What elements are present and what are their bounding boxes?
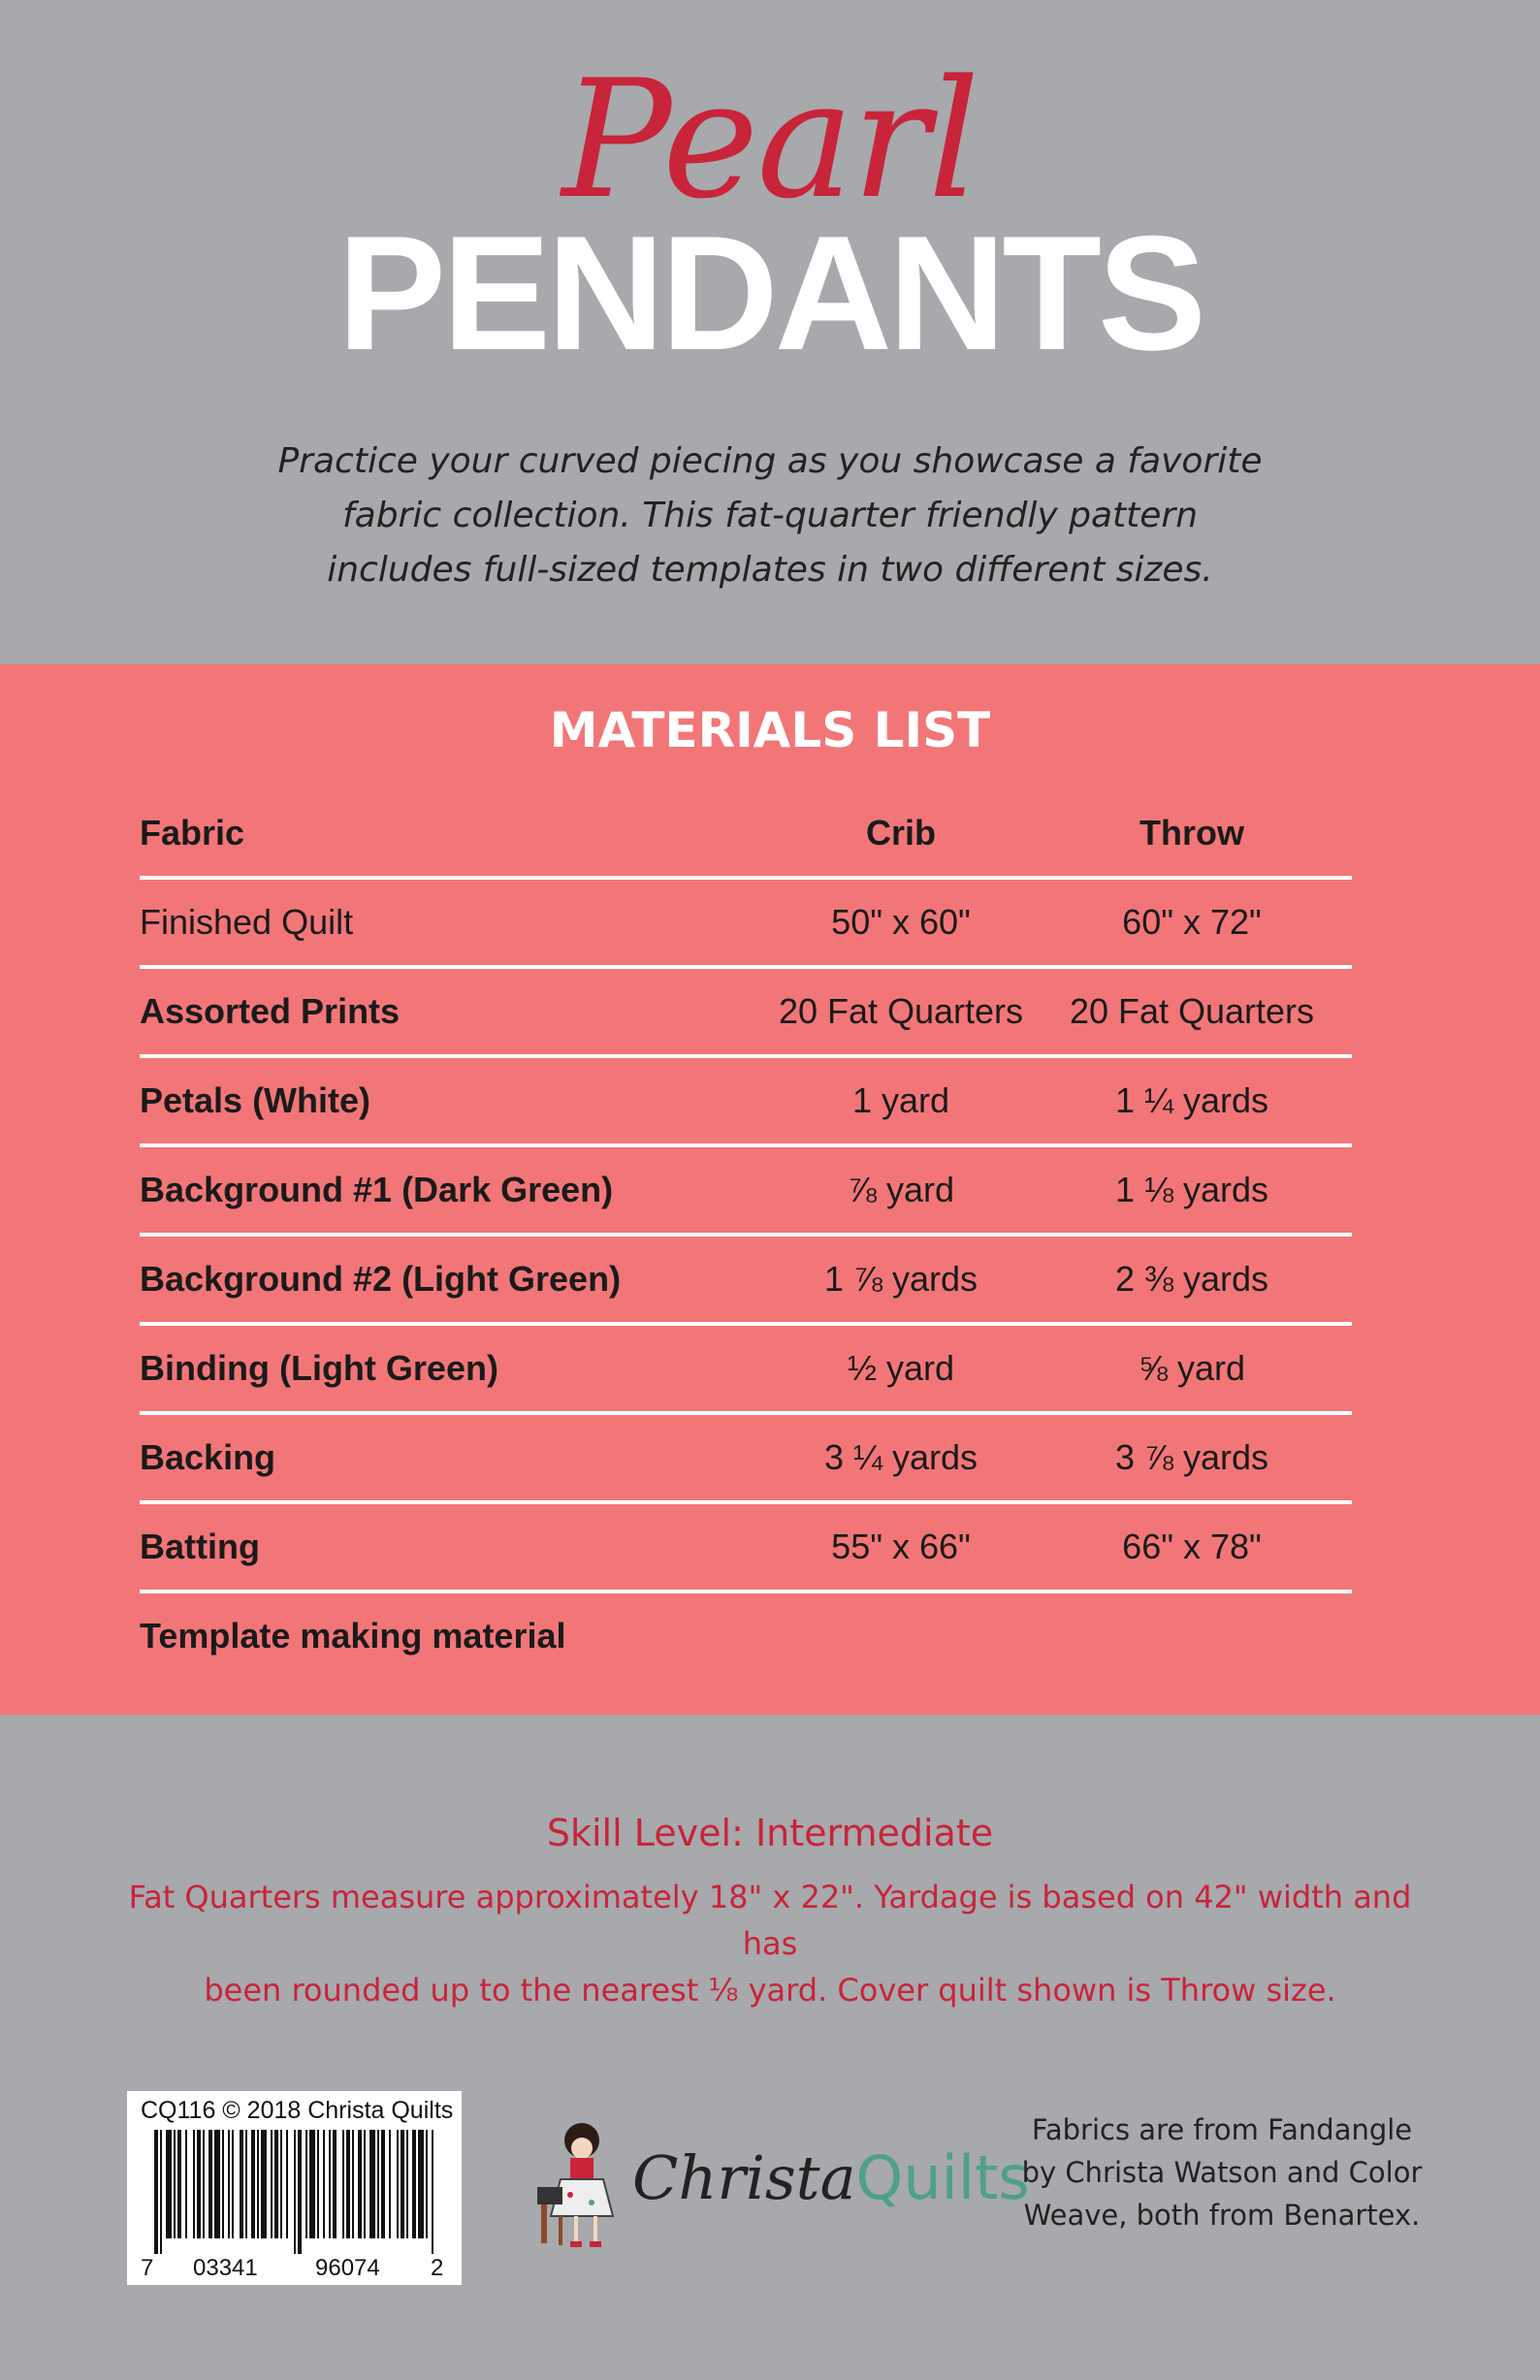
barcode-caption: CQ116 © 2018 Christa Quilts <box>141 2097 454 2124</box>
note-line: been rounded up to the nearest ⅛ yard. Cover quilt shown is Throw size. <box>204 1972 1336 2009</box>
barcode <box>127 2091 462 2285</box>
title-main: PENDANTS <box>337 202 1203 384</box>
fabrics-note <box>1009 2108 1435 2236</box>
row-crib: ½ yard <box>847 1348 955 1388</box>
row-throw: ⅝ yard <box>1138 1348 1246 1388</box>
note-line: Fat Quarters measure approximately 18" x 22". Yardage is based on 42" width and has <box>128 1879 1412 1962</box>
header-crib: Crib <box>866 813 936 852</box>
table-row <box>140 1593 1352 1683</box>
row-fabric: Batting <box>140 1527 260 1566</box>
row-crib: 50" x 60" <box>831 902 971 942</box>
row-throw: 66" x 78" <box>1122 1527 1262 1566</box>
row-fabric: Binding (Light Green) <box>140 1348 498 1388</box>
skill-level: Skill Level: Intermediate <box>546 1812 994 1854</box>
logo-wordmark <box>632 2142 1030 2213</box>
tagline-line: Practice your curved piecing as you showcase a favorite <box>277 441 1263 481</box>
row-throw: 20 Fat Quarters <box>1069 991 1315 1031</box>
barcode-digits-right: 96074 <box>315 2255 380 2281</box>
row-fabric: Assorted Prints <box>140 991 401 1031</box>
fabrics-line: Weave, both from Benartex. <box>1023 2199 1421 2232</box>
table-row <box>140 969 1352 1058</box>
row-crib: 1 ⅞ yards <box>823 1259 979 1299</box>
table-row <box>140 1415 1352 1504</box>
barcode-digit-prefix: 7 <box>141 2255 154 2281</box>
row-fabric: Template making material <box>140 1616 566 1656</box>
materials-panel <box>0 664 1540 1715</box>
row-throw: 1 ¼ yards <box>1114 1080 1269 1120</box>
sewing-girl-icon <box>531 2119 628 2255</box>
barcode-graphic <box>127 2130 462 2285</box>
barcode-digit-suffix: 2 <box>431 2255 444 2281</box>
materials-table <box>140 790 1352 1683</box>
row-fabric: Backing <box>140 1437 276 1477</box>
row-crib: ⅞ yard <box>847 1170 955 1209</box>
table-row <box>140 1326 1352 1415</box>
yardage-note <box>126 1874 1414 2013</box>
row-throw: 60" x 72" <box>1122 902 1262 942</box>
table-row <box>140 1504 1352 1593</box>
row-fabric: Finished Quilt <box>140 902 354 942</box>
fabrics-line: by Christa Watson and Color <box>1021 2156 1423 2189</box>
row-crib: 1 yard <box>851 1080 950 1120</box>
row-throw: 2 ⅜ yards <box>1114 1259 1269 1299</box>
barcode-digits-left: 03341 <box>193 2255 258 2281</box>
fabrics-line: Fabrics are from Fandangle <box>1031 2113 1413 2146</box>
header-fabric: Fabric <box>140 813 245 852</box>
row-fabric: Petals (White) <box>140 1080 371 1120</box>
row-crib: 55" x 66" <box>831 1527 971 1566</box>
row-fabric: Background #2 (Light Green) <box>140 1259 622 1299</box>
header-throw: Throw <box>1139 813 1244 852</box>
table-row <box>140 1237 1352 1326</box>
row-throw: 1 ⅛ yards <box>1114 1170 1269 1209</box>
title-script: Pearl <box>561 45 979 235</box>
row-crib: 20 Fat Quarters <box>778 991 1024 1031</box>
christa-quilts-logo <box>531 2119 1030 2255</box>
tagline-line: fabric collection. This fat-quarter friendly pattern <box>341 496 1199 535</box>
logo-christa: Christa <box>632 2142 856 2213</box>
table-row <box>140 1058 1352 1147</box>
header <box>0 0 1540 664</box>
logo-quilts: Quilts <box>855 2142 1030 2213</box>
row-fabric: Background #1 (Dark Green) <box>140 1170 614 1209</box>
row-crib: 3 ¼ yards <box>823 1437 979 1477</box>
materials-title: MATERIALS LIST <box>549 702 991 758</box>
table-header-row <box>140 790 1352 880</box>
row-throw: 3 ⅞ yards <box>1114 1437 1269 1477</box>
tagline-line: includes full-sized templates in two different sizes. <box>327 550 1213 590</box>
tagline <box>194 434 1346 597</box>
table-row <box>140 1147 1352 1237</box>
table-row <box>140 880 1352 969</box>
